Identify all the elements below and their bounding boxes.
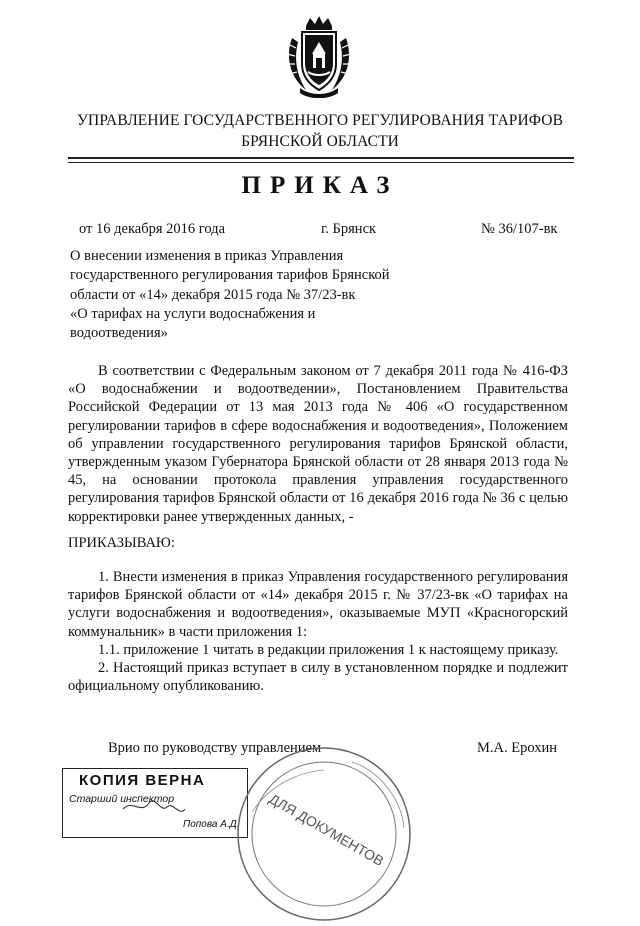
header-rule-thin [68, 162, 574, 163]
order-city: г. Брянск [321, 221, 377, 237]
copy-certified-stamp [62, 768, 248, 838]
stamp-inspector: Старший инспектор [69, 793, 175, 805]
order-items [68, 568, 568, 695]
order-number: № 36/107-вк [481, 221, 558, 237]
round-seal [232, 742, 416, 926]
header-rule [68, 157, 574, 159]
stamp-inspector-name: Попова А.Д. [183, 819, 240, 830]
order-item: 2. Настоящий приказ вступает в силу в установленном порядке и подлежит официальному опубликованию. [68, 660, 568, 695]
handwritten-signature-icon [63, 769, 247, 837]
subject-line: О внесении изменения в приказ Управления [70, 248, 344, 264]
order-date: от 16 декабря 2016 года [79, 221, 225, 237]
order-subject [70, 247, 400, 343]
signatory-position: Врио по руководству управлением [108, 740, 322, 756]
subject-line: «О тарифах на услуги водоснабжения и [70, 305, 316, 322]
organization-region: БРЯНСКОЙ ОБЛАСТИ [241, 133, 399, 150]
seal-text: ДЛЯ ДОКУМЕНТОВ [266, 790, 387, 869]
subject-line: области от «14» декабря 2015 года № 37/23-вк [70, 286, 356, 303]
preamble [68, 362, 568, 526]
order-item: 1.1. приложение 1 читать в редакции приложения 1 к настоящему приказу. [98, 641, 559, 658]
preamble-text: В соответствии с Федеральным законом от 7 декабря 2011 года № 416-ФЗ «О водоснабжении и водоотведении», Постановлением Правительства Российской Федерации от 13 мая 2013 года № 406 «О государственном регулировании тарифов в сфере водоснабжения и водоотведения», Положением об управлении государственного регулирования тарифов Брянской области, утвержденным указом Губернатора Брянской области от 28 января 2013 года № 45, на основании протокола правления управления государственного регулирования тарифов Брянской области от 16 декабря 2016 года № 36 с целью корректировки ранее утвержденных данных, - [68, 363, 568, 525]
order-item: 1. Внести изменения в приказ Управления государственного регулирования тарифов Брянской области от «14» декабря 2015 г. № 37/23-вк «О тарифах на услуги водоснабжения и водоотведения», оказываемые МУП «Красногорский коммунальник» в части приложения 1: [68, 569, 568, 640]
subject-line: водоотведения» [70, 325, 168, 342]
subject-line: государственного регулирования тарифов Брянской [70, 267, 390, 284]
coat-of-arms-icon [282, 14, 356, 98]
organization-name: УПРАВЛЕНИЕ ГОСУДАРСТВЕННОГО РЕГУЛИРОВАНИЯ ТАРИФОВ [76, 112, 564, 129]
document-title: ПРИКАЗ [241, 172, 399, 199]
signatory-name: М.А. Ерохин [477, 740, 558, 756]
stamp-copy-text: КОПИЯ ВЕРНА [79, 772, 206, 789]
order-word: ПРИКАЗЫВАЮ: [68, 535, 175, 551]
